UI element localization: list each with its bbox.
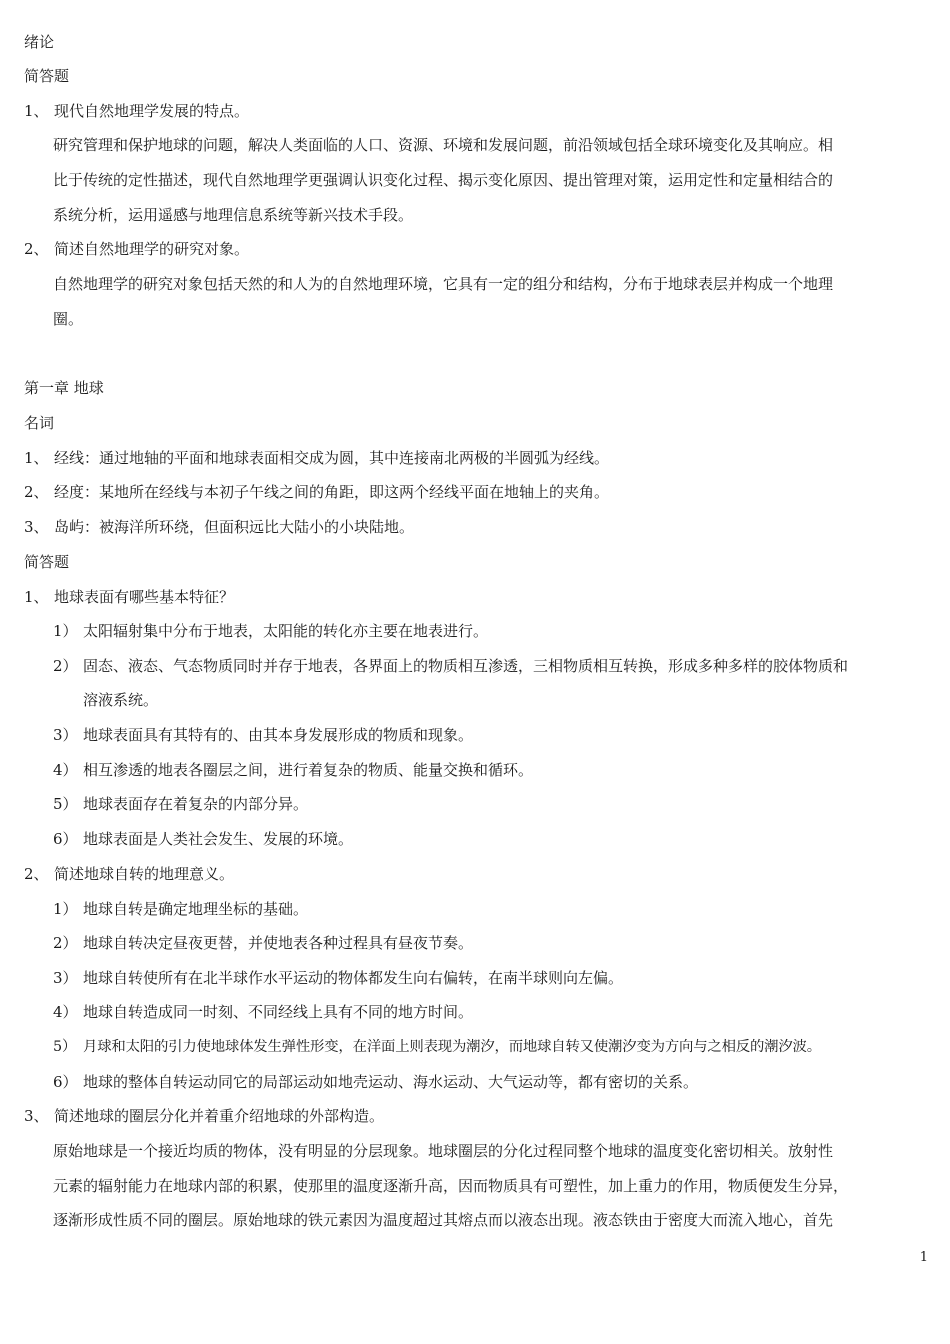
item-text: 太阳辐射集中分布于地表，太阳能的转化亦主要在地表进行。 (83, 622, 489, 640)
answer-line: 元素的辐射能力在地球内部的积累，使那里的温度逐渐升高，因而物质具有可塑性，加上重力的作用，物质便发生分异， (53, 1177, 849, 1195)
item-number: 1） (53, 622, 78, 640)
term-text: 经度：某地所在经线与本初子午线之间的角距，即这两个经线平面在地轴上的夹角。 (54, 483, 610, 501)
question-text: 简述地球自转的地理意义。 (54, 865, 235, 883)
item-text: 固态、液态、气态物质同时并存于地表，各界面上的物质相互渗透，三相物质相互转换，形成多种多样的胶体物质和 (83, 657, 849, 675)
item-number: 6） (53, 830, 78, 848)
terms-title: 名词 (24, 414, 55, 432)
list-item (53, 899, 308, 919)
list-item (53, 794, 308, 814)
answer-line: 研究管理和保护地球的问题，解决人类面临的人口、资源、环境和发展问题，前沿领域包括全球环境变化及其响应。相 (53, 136, 834, 154)
term-item (24, 482, 609, 502)
answer-line: 比于传统的定性描述，现代自然地理学更强调认识变化过程、揭示变化原因、提出管理对策，运用定性和定量相结合的 (53, 171, 834, 189)
item-text: 地球自转使所有在北半球作水平运动的物体都发生向右偏转，在南半球则向左偏。 (83, 969, 624, 987)
item-number: 4） (53, 1003, 78, 1021)
item-number: 5） (53, 1039, 77, 1055)
question-text: 简述自然地理学的研究对象。 (54, 240, 250, 258)
term-number: 1、 (24, 449, 49, 467)
chapter-question-2 (24, 864, 234, 884)
term-item (24, 517, 414, 537)
term-item (24, 448, 609, 468)
item-text: 地球表面存在着复杂的内部分异。 (83, 795, 309, 813)
question-text: 现代自然地理学发展的特点。 (54, 102, 250, 120)
term-number: 2、 (24, 483, 49, 501)
term-number: 3、 (24, 518, 49, 536)
item-number: 3） (53, 726, 78, 744)
question-number: 1、 (24, 102, 49, 120)
list-item (53, 656, 848, 676)
list-item (53, 621, 488, 641)
page-number: 1 (919, 1250, 928, 1265)
list-item (53, 725, 473, 745)
short-answer-title: 简答题 (24, 553, 70, 571)
intro-section-title: 简答题 (24, 67, 70, 85)
answer-line: 自然地理学的研究对象包括天然的和人为的自然地理环境，它具有一定的组分和结构，分布于地球表层并构成一个地理 (53, 275, 834, 293)
item-number: 4） (53, 761, 78, 779)
item-text: 地球自转造成同一时刻、不同经线上具有不同的地方时间。 (83, 1003, 474, 1021)
item-number: 2） (53, 934, 78, 952)
item-text: 相互渗透的地表各圈层之间，进行着复杂的物质、能量交换和循环。 (83, 761, 534, 779)
list-item (53, 1072, 698, 1092)
item-number: 5） (53, 795, 78, 813)
item-text: 地球自转是确定地理坐标的基础。 (83, 900, 309, 918)
item-number: 3） (53, 969, 78, 987)
chapter-question-3 (24, 1106, 384, 1126)
chapter-question-1 (24, 587, 234, 607)
item-text: 月球和太阳的引力使地球体发生弹性形变，在洋面上则表现为潮汐，而地球自转又使潮汐变为方向与之相反的潮汐波。 (83, 1039, 821, 1055)
intro-question-1 (24, 101, 249, 121)
item-text: 地球的整体自转运动同它的局部运动如地壳运动、海水运动、大气运动等，都有密切的关系。 (83, 1073, 699, 1091)
question-text: 简述地球的圈层分化并着重介绍地球的外部构造。 (54, 1107, 385, 1125)
term-text: 经线：通过地轴的平面和地球表面相交成为圆，其中连接南北两极的半圆弧为经线。 (54, 449, 610, 467)
intro-heading: 绪论 (24, 33, 55, 51)
question-number: 3、 (24, 1107, 49, 1125)
question-number: 2、 (24, 240, 49, 258)
list-item (53, 760, 533, 780)
item-text: 地球表面具有其特有的、由其本身发展形成的物质和现象。 (83, 726, 474, 744)
question-number: 1、 (24, 588, 49, 606)
list-item (53, 1037, 821, 1057)
list-item (53, 829, 353, 849)
term-text: 岛屿：被海洋所环绕，但面积远比大陆小的小块陆地。 (54, 518, 415, 536)
item-number: 2） (53, 657, 78, 675)
question-number: 2、 (24, 865, 49, 883)
list-item (53, 1002, 473, 1022)
item-number: 1） (53, 900, 78, 918)
item-number: 6） (53, 1073, 78, 1091)
answer-line: 系统分析，运用遥感与地理信息系统等新兴技术手段。 (53, 206, 414, 224)
answer-line: 逐渐形成性质不同的圈层。原始地球的铁元素因为温度超过其熔点而以液态出现。液态铁由于密度大而流入地心，首先 (53, 1211, 834, 1229)
list-item (53, 968, 623, 988)
answer-line: 原始地球是一个接近均质的物体，没有明显的分层现象。地球圈层的分化过程同整个地球的温度变化密切相关。放射性 (53, 1142, 834, 1160)
chapter-heading: 第一章 地球 (24, 379, 104, 397)
list-item (53, 933, 473, 953)
item-text: 地球自转决定昼夜更替，并使地表各种过程具有昼夜节奏。 (83, 934, 474, 952)
intro-question-2 (24, 239, 249, 259)
item-text: 地球表面是人类社会发生、发展的环境。 (83, 830, 354, 848)
question-text: 地球表面有哪些基本特征？ (54, 588, 235, 606)
item-continuation: 溶液系统。 (83, 691, 159, 709)
answer-line: 圈。 (53, 310, 84, 328)
